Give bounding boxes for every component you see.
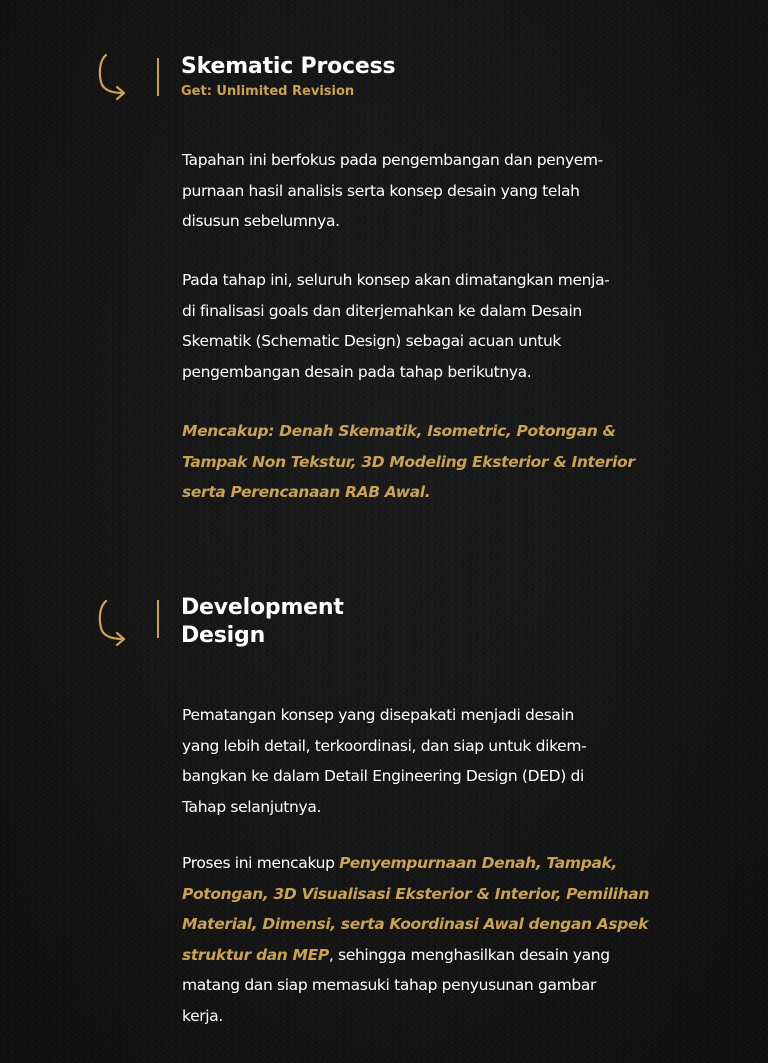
text-line: Pematangan konsep yang disepakati menjadi desain [182, 706, 575, 724]
paragraph [182, 145, 702, 237]
text-line: Potongan, 3D Visualisasi Eksterior & Interior, Pemilihan [182, 884, 650, 903]
section-title [181, 53, 395, 81]
section-title [181, 594, 344, 650]
curved-arrow-icon [97, 52, 129, 104]
text-line: yang lebih detail, terkoordinasi, dan siap untuk dikem- [182, 736, 587, 755]
section-subtitle: Get: Unlimited Revision [181, 84, 355, 99]
text-line: serta Perencanaan RAB Awal. [182, 483, 431, 501]
text-line: bangkan ke dalam Detail Engineering Design (DED) di [182, 767, 584, 785]
text-line: Tahap selanjutnya. [182, 797, 322, 816]
text-line: matang dan siap memasuki tahap penyusunan gambar [182, 976, 597, 994]
text-line: Tampak Non Tekstur, 3D Modeling Eksterior & Interior [182, 452, 635, 471]
text-line: struktur dan MEP, sehingga menghasilkan desain yang [182, 945, 610, 964]
paragraph-highlight [182, 416, 702, 508]
header-divider [157, 600, 159, 638]
text-line: Material, Dimensi, serta Koordinasi Awal dengan Aspek [182, 915, 649, 933]
text-line: Proses ini mencakup Penyempurnaan Denah, Tampak, [182, 854, 618, 872]
section-title-line: Development [181, 595, 344, 620]
header-divider [157, 58, 159, 96]
text-line: purnaan hasil analisis serta konsep desain yang telah [182, 181, 580, 200]
curved-arrow-icon [97, 598, 129, 650]
text-line: Tapahan ini berfokus pada pengembangan dan penyem- [182, 151, 603, 169]
paragraph [182, 265, 702, 387]
section-title-line: Design [181, 623, 266, 648]
paragraph [182, 848, 702, 1031]
text-line: kerja. [182, 1006, 223, 1025]
text-line: Skematik (Schematic Design) sebagai acuan untuk [182, 332, 562, 350]
section-title-line: Skematic Process [181, 54, 396, 79]
paragraph [182, 700, 702, 822]
text-line: di finalisasi goals dan diterjemahkan ke dalam Desain [182, 301, 582, 320]
text-line: Pada tahap ini, seluruh konsep akan dimatangkan menja- [182, 271, 610, 289]
text-line: pengembangan desain pada tahap berikutnya. [182, 362, 532, 381]
text-line: disusun sebelumnya. [182, 212, 340, 230]
text-line: Mencakup: Denah Skematik, Isometric, Potongan & [182, 422, 616, 440]
